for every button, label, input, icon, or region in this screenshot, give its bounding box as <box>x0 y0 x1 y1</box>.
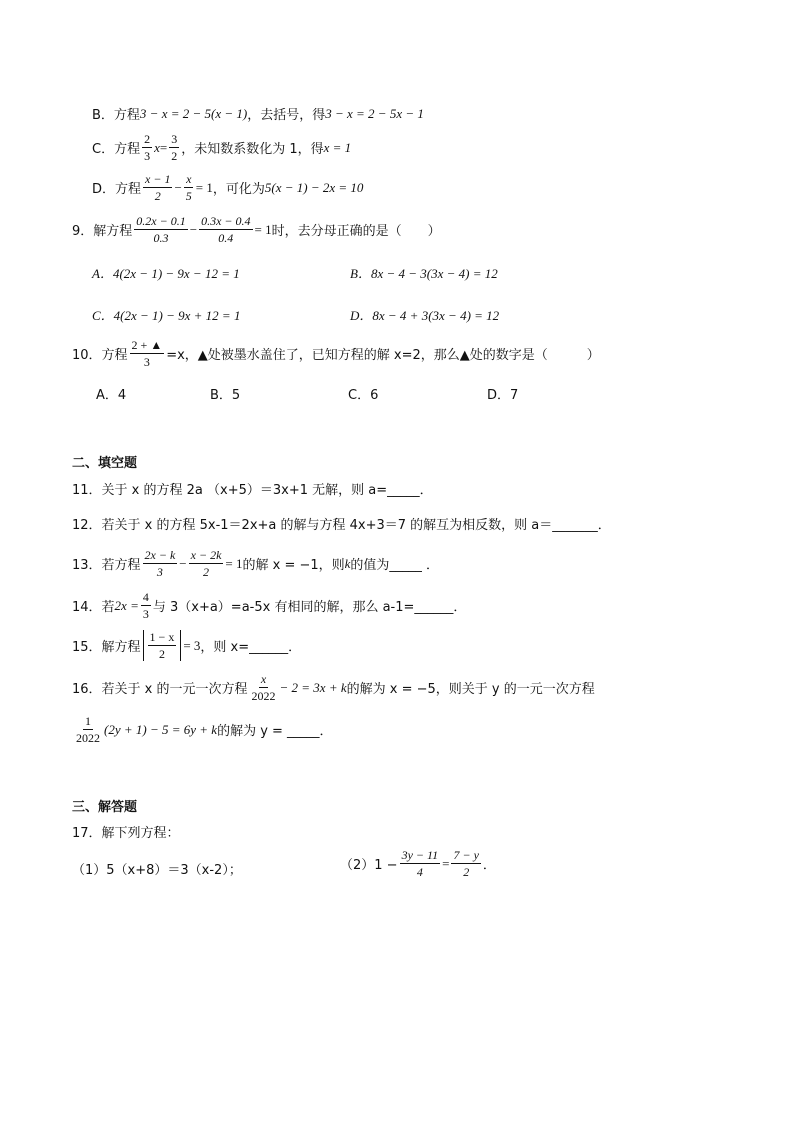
operator: = 1 <box>225 555 243 571</box>
question-text: 16．若关于 x 的一元一次方程 <box>72 682 248 697</box>
fraction: $\frac{x}{5}$ <box>185 172 192 203</box>
text: ，可化为 <box>212 182 265 197</box>
operator: = 1 <box>254 221 272 237</box>
question-16-continued <box>72 714 333 745</box>
section-fill-in-title: 二、填空题 <box>72 456 138 471</box>
q8-option-d <box>92 172 363 203</box>
variable: x <box>154 139 160 155</box>
question-13 <box>72 548 439 579</box>
q8-option-c <box>92 132 351 163</box>
fraction: $\frac{7 - y}{2}$ <box>453 848 479 879</box>
question-text: 与 3（x+a）=a-5x 有相同的解，那么 a-1=______． <box>152 600 467 615</box>
fraction: $\frac{1}{2022}$ <box>76 714 100 745</box>
option-label: B．方程 <box>92 108 140 123</box>
question-text: 9．解方程 <box>72 224 133 239</box>
operator: − <box>189 221 198 237</box>
question-17-title: 17．解下列方程： <box>72 826 180 841</box>
question-text: 的解为 x = −5，则关于 y 的一元一次方程 <box>346 682 595 697</box>
question-text: ，则 x=______． <box>200 640 302 655</box>
question-11: 11．关于 x 的方程 2a （x+5）＝3x+1 无解，则 a=_____． <box>72 483 433 498</box>
fraction: $\frac{2}{3}$ <box>144 132 151 163</box>
operator: − <box>179 555 187 571</box>
fraction: $\frac{1 - x}{2}$ <box>149 630 175 661</box>
equation: − 2 = 3x + k <box>279 679 347 695</box>
q10-option-c: C．6 <box>348 388 379 403</box>
question-text: 的解为 y = _____． <box>217 724 333 739</box>
question-14 <box>72 590 466 621</box>
operator: = <box>159 139 168 155</box>
fraction: $\frac{2 + ▲}{3}$ <box>131 338 163 369</box>
q9-option-b: B．8x − 4 − 3(3x − 4) = 12 <box>350 266 498 281</box>
q10-option-a: A．4 <box>96 388 127 403</box>
fraction: $\frac{x - 2k}{2}$ <box>190 548 222 579</box>
equation: x = 1 <box>323 139 352 155</box>
variable: k <box>344 555 351 571</box>
question-12: 12．若关于 x 的方程 5x-1＝2x+a 的解与方程 4x+3＝7 的解互为相反数，则 a＝_______． <box>72 518 611 533</box>
operator: = 1 <box>195 179 213 195</box>
question-17-part-1: （1）5（x+8）＝3（x-2）； <box>72 863 242 878</box>
operator: = 3 <box>183 637 201 653</box>
fraction: $\frac{2x - k}{3}$ <box>144 548 176 579</box>
section-solve-title: 三、解答题 <box>72 800 138 815</box>
equation: 2x = <box>114 597 139 613</box>
question-16 <box>72 672 595 703</box>
equation: 3 − x = 2 − 5(x − 1) <box>139 105 248 121</box>
question-9 <box>72 214 441 245</box>
q9-option-d: D．8x − 4 + 3(3x − 4) = 12 <box>350 308 500 323</box>
question-text: =x，▲处被墨水盖住了，已知方程的解 x=2，那么▲处的数字是（ ） <box>166 348 600 363</box>
option-label: C．方程 <box>92 142 141 157</box>
q8-option-b <box>92 104 424 123</box>
q10-option-d: D．7 <box>487 388 519 403</box>
option-label: D．方程 <box>92 182 142 197</box>
equation: 3 − x = 2 − 5x − 1 <box>325 105 424 121</box>
fraction: $\frac{0.2x - 0.1}{0.3}$ <box>136 214 186 245</box>
text: ，去括号，得 <box>247 108 326 123</box>
question-text: 时，去分母正确的是（ ） <box>271 224 441 239</box>
question-text: （2）1 − <box>340 858 398 873</box>
question-10 <box>72 338 600 369</box>
q9-option-a: A．4(2x − 1) − 9x − 12 = 1 <box>92 266 240 281</box>
question-text: 14．若 <box>72 600 115 615</box>
q9-option-c: C．4(2x − 1) − 9x + 12 = 1 <box>92 308 241 323</box>
fraction: $\frac{3}{2}$ <box>171 132 178 163</box>
fraction: $\frac{4}{3}$ <box>142 590 149 621</box>
question-17-part-2 <box>340 848 496 879</box>
equation: 5(x − 1) − 2x = 10 <box>264 179 364 195</box>
operator: − <box>174 179 182 195</box>
question-text: 的解 x = −1，则 <box>242 558 345 573</box>
fraction: $\frac{3y - 11}{4}$ <box>401 848 439 879</box>
question-text: 13．若方程 <box>72 558 141 573</box>
fraction: $\frac{x}{2022}$ <box>251 672 276 703</box>
q10-option-b: B．5 <box>210 388 241 403</box>
operator: = <box>442 855 450 871</box>
fraction: $\frac{x - 1}{2}$ <box>145 172 171 203</box>
absolute-value <box>143 630 182 661</box>
fraction: $\frac{0.3x - 0.4}{0.4}$ <box>201 214 251 245</box>
equation: (2y + 1) − 5 = 6y + k <box>104 721 218 737</box>
text: ，未知数系数化为 1，得 <box>181 142 324 157</box>
question-text: 10．方程 <box>72 348 128 363</box>
question-text: 15．解方程 <box>72 640 141 655</box>
question-text: ． <box>482 858 496 873</box>
question-text: 的值为_____ ． <box>350 558 440 573</box>
question-15 <box>72 630 301 661</box>
